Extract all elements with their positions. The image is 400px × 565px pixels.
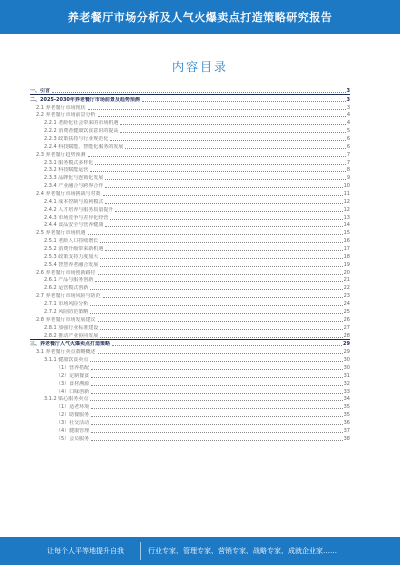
- toc-dot-leader: [110, 218, 342, 220]
- toc-dot-leader: [100, 257, 342, 259]
- toc-entry[interactable]: [30, 134, 350, 142]
- toc-entry-label: 三、养老餐厅人气火爆卖点打造策略: [30, 341, 111, 348]
- toc-page-number: 6: [346, 136, 350, 143]
- toc-entry[interactable]: [30, 268, 350, 276]
- toc-page-number: 3: [346, 87, 350, 94]
- toc-entry-label: 2.4.4 食品安全与营养健康: [44, 222, 104, 229]
- toc-entry[interactable]: [30, 276, 350, 284]
- toc-entry-label: 2.4.2 人才培养与服务质量提升: [44, 206, 114, 213]
- toc-page-number: 12: [343, 198, 350, 205]
- toc-dot-leader: [100, 265, 342, 267]
- toc-page-number: 30: [343, 357, 350, 364]
- toc-page-number: 29: [343, 349, 350, 356]
- toc-page-number: 3: [346, 96, 350, 103]
- toc-entry-label: 一、引言: [30, 87, 51, 94]
- toc-dot-leader: [91, 392, 342, 394]
- toc-dot-leader: [88, 108, 346, 110]
- toc-dot-leader: [88, 233, 343, 235]
- toc-dot-leader: [120, 123, 345, 125]
- toc-entry-label: 3.1.2 贴心服务卖点: [44, 396, 89, 403]
- toc-dot-leader: [100, 328, 342, 330]
- toc-page-number: 4: [346, 120, 350, 127]
- toc-dot-leader: [91, 384, 342, 386]
- toc-page-number: 32: [343, 380, 350, 387]
- toc-entry[interactable]: [30, 418, 350, 426]
- toc-page-number: 23: [343, 293, 350, 300]
- toc-entry-label: 2.8.1 加强行业标准建设: [44, 324, 99, 331]
- toc-dot-leader: [95, 163, 346, 165]
- table-of-contents: [30, 86, 350, 442]
- toc-page-number: 35: [343, 404, 350, 411]
- toc-entry[interactable]: [30, 213, 350, 221]
- toc-page-number: 22: [343, 285, 350, 292]
- toc-dot-leader: [52, 91, 346, 93]
- toc-heading: 内容目录: [171, 60, 228, 74]
- toc-entry-label: （2）定制餐食: [56, 372, 90, 379]
- toc-entry-label: 2.3 养老餐厅趋势预测: [36, 151, 86, 158]
- toc-entry[interactable]: [30, 355, 350, 363]
- toc-dot-leader: [115, 210, 342, 212]
- toc-page-number: 35: [343, 412, 350, 419]
- toc-page-number: 8: [346, 167, 350, 174]
- toc-dot-leader: [100, 241, 342, 243]
- toc-dot-leader: [105, 225, 342, 227]
- toc-entry-label: （3）食材溯源: [56, 380, 90, 387]
- toc-entry[interactable]: [30, 395, 350, 403]
- toc-entry-label: 2.2.2 消费者健康饮食意识的提高: [44, 128, 119, 135]
- toc-dot-leader: [105, 249, 342, 251]
- toc-dot-leader: [105, 202, 342, 204]
- toc-page-number: 17: [343, 246, 350, 253]
- toc-entry-label: 2.2.3 政策扶持与行业规范化: [44, 136, 109, 143]
- toc-dot-leader: [105, 186, 342, 188]
- toc-entry[interactable]: [30, 228, 350, 236]
- toc-entry-label: 2.3.2 科技赋能运营: [44, 167, 89, 174]
- toc-entry[interactable]: [30, 118, 350, 126]
- toc-entry[interactable]: [30, 94, 350, 103]
- toc-dot-leader: [91, 431, 342, 433]
- toc-dot-leader: [90, 360, 342, 362]
- toc-page-number: 11: [343, 191, 350, 198]
- toc-dot-leader: [100, 336, 342, 338]
- toc-dot-leader: [105, 178, 345, 180]
- toc-page-number: 31: [343, 372, 350, 379]
- toc-entry[interactable]: [30, 189, 350, 197]
- toc-entry[interactable]: [30, 331, 350, 339]
- toc-entry-label: 二、2025-2030年养老餐厅市场前景及趋势预测: [30, 96, 140, 103]
- toc-page-number: 5: [346, 128, 350, 135]
- toc-entry-label: 2.5.2 消费升级带来新机遇: [44, 246, 104, 253]
- toc-entry[interactable]: [30, 126, 350, 134]
- toc-entry-label: 3.1.1 健康饮食卖点: [44, 357, 89, 364]
- toc-page-number: 33: [343, 388, 350, 395]
- toc-entry-label: 2.7.2 风险防范策略: [44, 308, 89, 315]
- toc-page-number: 7: [346, 159, 350, 166]
- toc-entry-label: （1）营养搭配: [56, 364, 90, 371]
- toc-dot-leader: [112, 344, 342, 346]
- toc-entry-label: （3）社交活动: [56, 419, 90, 426]
- toc-page-number: 7: [346, 151, 350, 158]
- toc-page-number: 34: [343, 396, 350, 403]
- toc-entry[interactable]: [30, 379, 350, 387]
- toc-entry[interactable]: [30, 402, 350, 410]
- toc-page-number: 28: [343, 332, 350, 339]
- toc-entry-label: 2.1 养老餐厅市场现状: [36, 104, 86, 111]
- toc-entry[interactable]: [30, 434, 350, 442]
- toc-entry-label: 2.8.2 推动产业协同发展: [44, 332, 99, 339]
- page-footer: [0, 537, 400, 565]
- toc-entry-label: 2.4.1 成本控制与盈利模式: [44, 198, 104, 205]
- toc-page-number: 38: [343, 435, 350, 442]
- toc-page-number: 12: [343, 206, 350, 213]
- toc-entry[interactable]: [30, 166, 350, 174]
- toc-page-number: 37: [343, 427, 350, 434]
- toc-dot-leader: [103, 194, 343, 196]
- toc-entry-label: 2.6.2 运营模式创新: [44, 285, 89, 292]
- toc-page-number: 36: [343, 419, 350, 426]
- toc-entry-label: 2.8 养老餐厅市场发展建议: [36, 316, 96, 323]
- toc-entry[interactable]: [30, 86, 350, 94]
- toc-entry-label: 2.5.3 政策支持力度加大: [44, 253, 99, 260]
- toc-dot-leader: [95, 280, 342, 282]
- toc-dot-leader: [120, 131, 345, 133]
- toc-entry-label: 2.6 养老餐厅市场创新路径: [36, 269, 96, 276]
- toc-entry[interactable]: [30, 205, 350, 213]
- toc-entry[interactable]: [30, 347, 350, 355]
- toc-entry[interactable]: [30, 426, 350, 434]
- toc-page-number: 15: [343, 230, 350, 237]
- toc-entry[interactable]: [30, 363, 350, 371]
- toc-dot-leader: [90, 312, 342, 314]
- toc-dot-leader: [91, 423, 342, 425]
- toc-entry-label: 2.5 养老餐厅市场机遇: [36, 230, 86, 237]
- toc-dot-leader: [91, 368, 342, 370]
- toc-entry[interactable]: [30, 371, 350, 379]
- toc-entry[interactable]: [30, 173, 350, 181]
- toc-page-number: 13: [343, 214, 350, 221]
- toc-entry-label: 2.3.4 产业融合与跨界合作: [44, 183, 104, 190]
- toc-entry[interactable]: [30, 339, 350, 348]
- toc-entry-label: 2.2.4 科技赋能、智能化服务的发展: [44, 143, 124, 150]
- toc-entry[interactable]: [30, 307, 350, 315]
- toc-dot-leader: [125, 147, 345, 149]
- toc-entry[interactable]: [30, 181, 350, 189]
- toc-entry[interactable]: [30, 103, 350, 111]
- toc-dot-leader: [98, 115, 346, 117]
- toc-entry-label: 2.2 养老餐厅市场前景分析: [36, 112, 96, 119]
- toc-entry[interactable]: [30, 142, 350, 150]
- footer-slogan: 让每个人平等地提升自我: [47, 547, 124, 555]
- toc-page-number: 10: [343, 183, 350, 190]
- toc-entry[interactable]: [30, 252, 350, 260]
- toc-entry-label: 2.5.4 智慧养老融合发展: [44, 261, 99, 268]
- toc-entry[interactable]: [30, 197, 350, 205]
- toc-entry-label: 2.7.1 市场风险分析: [44, 301, 89, 308]
- toc-dot-leader: [103, 296, 343, 298]
- toc-entry[interactable]: [30, 111, 350, 119]
- toc-entry[interactable]: [30, 244, 350, 252]
- toc-entry[interactable]: [30, 315, 350, 323]
- toc-page-number: 24: [343, 301, 350, 308]
- toc-entry-label: 2.5.1 老龄人口持续增长: [44, 238, 99, 245]
- toc-dot-leader: [98, 273, 343, 275]
- toc-dot-leader: [88, 155, 346, 157]
- toc-dot-leader: [90, 399, 342, 401]
- toc-entry-label: （5）会员服务: [56, 435, 90, 442]
- toc-dot-leader: [110, 139, 345, 141]
- toc-entry[interactable]: [30, 260, 350, 268]
- toc-entry[interactable]: [30, 410, 350, 418]
- toc-page-number: 9: [346, 175, 350, 182]
- toc-entry-label: 2.3.1 服务模式多样化: [44, 159, 94, 166]
- toc-entry[interactable]: [30, 387, 350, 395]
- toc-entry-label: （4）口味创新: [56, 388, 90, 395]
- toc-dot-leader: [91, 376, 342, 378]
- toc-page-number: 20: [343, 269, 350, 276]
- toc-entry-label: 2.2.1 老龄化社会带来的市场机遇: [44, 120, 119, 127]
- footer-divider: [140, 542, 141, 560]
- toc-dot-leader: [142, 100, 346, 102]
- toc-entry[interactable]: [30, 299, 350, 307]
- toc-entry-label: 2.4.3 市场竞争与差异化经营: [44, 214, 109, 221]
- toc-entry[interactable]: [30, 236, 350, 244]
- toc-entry-label: 3.1 养老餐厅卖点策略概述: [36, 349, 96, 356]
- toc-entry-label: 2.3.3 品牌化与连锁化发展: [44, 175, 104, 182]
- toc-page-number: 18: [343, 253, 350, 260]
- toc-entry[interactable]: [30, 283, 350, 291]
- toc-page-number: 30: [343, 364, 350, 371]
- toc-dot-leader: [98, 320, 343, 322]
- toc-page-number: 6: [346, 143, 350, 150]
- toc-page-number: 16: [343, 238, 350, 245]
- toc-page-number: 21: [343, 277, 350, 284]
- toc-entry[interactable]: [30, 150, 350, 158]
- toc-dot-leader: [90, 170, 346, 172]
- toc-page-number: 4: [346, 112, 350, 119]
- report-header: [0, 0, 400, 34]
- report-title: 养老餐厅市场分析及人气火爆卖点打造策略研究报告: [67, 11, 333, 24]
- toc-entry[interactable]: [30, 158, 350, 166]
- toc-dot-leader: [91, 439, 342, 441]
- toc-entry[interactable]: [30, 291, 350, 299]
- toc-entry[interactable]: [30, 221, 350, 229]
- toc-page-number: 25: [343, 308, 350, 315]
- toc-page-number: 19: [343, 261, 350, 268]
- toc-entry-label: （2）助餐服务: [56, 412, 90, 419]
- toc-entry-label: （1）适老环境: [56, 404, 90, 411]
- toc-dot-leader: [98, 352, 343, 354]
- toc-page-number: 3: [346, 104, 350, 111]
- toc-entry-label: 2.4 养老餐厅市场挑战与对策: [36, 191, 101, 198]
- toc-dot-leader: [90, 288, 342, 290]
- toc-page-number: 14: [343, 222, 350, 229]
- toc-page-number: 27: [343, 324, 350, 331]
- toc-entry-label: （4）健康管理: [56, 427, 90, 434]
- toc-entry-label: 2.6.1 产品与服务创新: [44, 277, 94, 284]
- toc-dot-leader: [91, 415, 342, 417]
- toc-entry[interactable]: [30, 323, 350, 331]
- toc-dot-leader: [91, 407, 342, 409]
- footer-tagline: 行业专家、管理专家、营销专家、战略专家、成就企业家……: [148, 547, 337, 555]
- toc-entry-label: 2.7 养老餐厅市场风险与防范: [36, 293, 101, 300]
- toc-dot-leader: [90, 304, 342, 306]
- toc-page-number: 29: [343, 341, 350, 348]
- toc-page-number: 26: [343, 316, 350, 323]
